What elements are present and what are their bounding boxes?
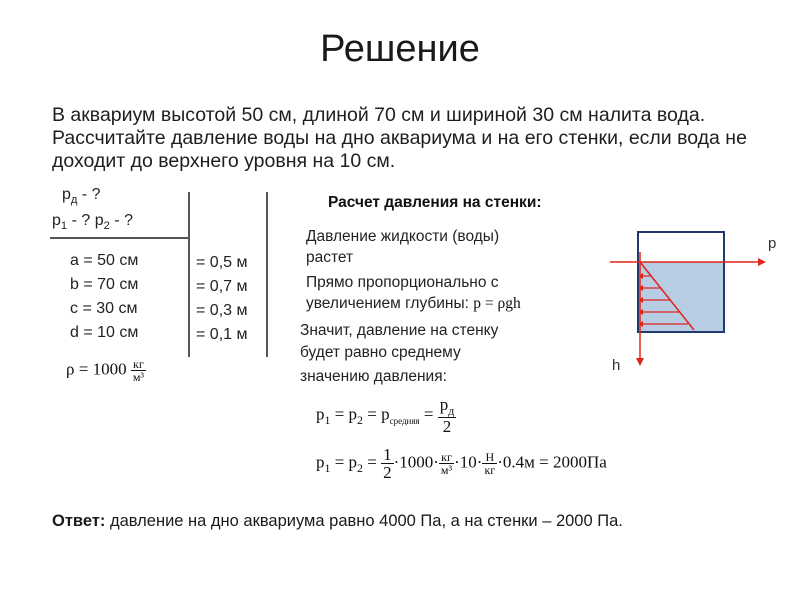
- f2-density-unit-den: м³: [440, 463, 453, 477]
- explanation-line-2: растет: [306, 249, 354, 266]
- f1-sub-average: средняя: [389, 415, 420, 426]
- f2-half: [381, 446, 394, 481]
- f2-half-numerator: 1: [383, 445, 392, 464]
- unknown-p2-subscript: 2: [103, 220, 110, 233]
- explanation-line-1: Давление жидкости (воды): [306, 228, 500, 245]
- unknown-pd-question: - ?: [77, 186, 101, 203]
- f2-gravity-unit-den: кг: [484, 463, 496, 477]
- unknown-p1-p2: [52, 212, 133, 232]
- f2-result: ·0.4м = 2000Па: [497, 452, 607, 472]
- unknown-p2-question: - ?: [109, 212, 133, 229]
- formula-calculation: [316, 446, 607, 481]
- si-solution-separator: [266, 192, 268, 357]
- solution-heading: Расчет давления на стенки:: [328, 194, 542, 211]
- explanation-line-5: Значит, давление на стенку: [300, 322, 499, 339]
- f1-sub-2: 2: [357, 412, 363, 427]
- f2-density-unit: [439, 451, 454, 476]
- density-value: [66, 358, 146, 383]
- aquarium-pressure-diagram: [600, 222, 780, 372]
- p-axis-label: p: [768, 235, 777, 252]
- p-axis-arrowhead: [758, 258, 766, 266]
- problem-text: В аквариум высотой 50 см, длиной 70 см и шириной 30 см налита вода. Рассчитайте давление воды на дно аквариума и на его стенки, если вода не доходит до верхнего уровня на 10 см.: [52, 104, 747, 172]
- pressure-formula: p = ρgh: [473, 295, 521, 312]
- unknown-pd-symbol: p: [62, 186, 71, 203]
- f1-p: p: [316, 404, 325, 424]
- unknown-pd-subscript: д: [70, 194, 78, 207]
- f1-numerator: [438, 396, 457, 418]
- explanation-line-6: будет равно среднему: [300, 344, 461, 361]
- f2-gravity-unit: [482, 451, 497, 476]
- si-value-c: = 0,3 м: [196, 302, 248, 319]
- unknown-p1-subscript: 1: [60, 220, 68, 233]
- density-unit: [131, 358, 146, 383]
- f1-part-1: = p: [330, 404, 358, 424]
- f1-denominator: 2: [442, 417, 452, 437]
- f2-density: ·1000·: [393, 452, 439, 472]
- explanation-line-4-text: увеличением глубины:: [306, 295, 474, 312]
- f2-sub-2: 2: [357, 460, 363, 475]
- unknown-p2-symbol: p: [94, 212, 104, 229]
- given-value-d: d = 10 см: [70, 324, 139, 341]
- density-lhs: ρ = 1000: [66, 359, 127, 379]
- f2-part-1: = p: [330, 452, 358, 472]
- answer: [52, 512, 623, 531]
- f1-part-2: = p: [363, 404, 390, 424]
- si-value-b: = 0,7 м: [196, 278, 248, 295]
- given-value-a: a = 50 см: [70, 252, 139, 269]
- h-axis-arrowhead: [636, 358, 644, 366]
- f2-gravity: ·10·: [454, 452, 483, 472]
- f2-sub-1: 1: [324, 460, 331, 475]
- si-value-a: = 0,5 м: [196, 254, 248, 271]
- unknown-p1-symbol: p: [52, 212, 61, 229]
- f2-part-2: =: [363, 452, 382, 472]
- answer-label: Ответ:: [52, 512, 106, 530]
- f1-part-3: =: [419, 404, 438, 424]
- unknown-p1-question: - ?: [67, 212, 95, 229]
- density-unit-numerator: кг: [131, 358, 146, 371]
- si-value-d: = 0,1 м: [196, 326, 248, 343]
- formula-average-pressure: [316, 396, 456, 435]
- f2-gravity-unit-num: Н: [482, 451, 497, 464]
- given-value-c: c = 30 см: [70, 300, 138, 317]
- slide-title: Решение: [320, 28, 480, 70]
- explanation-line-3: Прямо пропорционально с: [306, 274, 499, 291]
- h-axis-label: h: [612, 357, 621, 372]
- explanation-line-4: [306, 293, 521, 314]
- f2-half-denominator: 2: [383, 463, 392, 482]
- given-si-separator: [188, 192, 190, 357]
- explanation-line-7: значению давления:: [300, 368, 447, 385]
- f1-numerator-sub: д: [448, 403, 455, 418]
- f1-sub-1: 1: [324, 412, 331, 427]
- f2-p: p: [316, 452, 325, 472]
- f1-numerator-p: p: [439, 395, 449, 414]
- density-unit-denominator: м³: [132, 370, 145, 384]
- problem-statement: [52, 104, 762, 173]
- answer-text: давление на дно аквариума равно 4000 Па, а на стенки – 2000 Па.: [105, 512, 623, 530]
- unknown-pd: [62, 186, 101, 206]
- given-divider: [50, 237, 190, 239]
- f1-fraction: [438, 396, 457, 435]
- given-value-b: b = 70 см: [70, 276, 139, 293]
- f2-density-unit-num: кг: [439, 451, 454, 464]
- water-fill: [639, 262, 723, 331]
